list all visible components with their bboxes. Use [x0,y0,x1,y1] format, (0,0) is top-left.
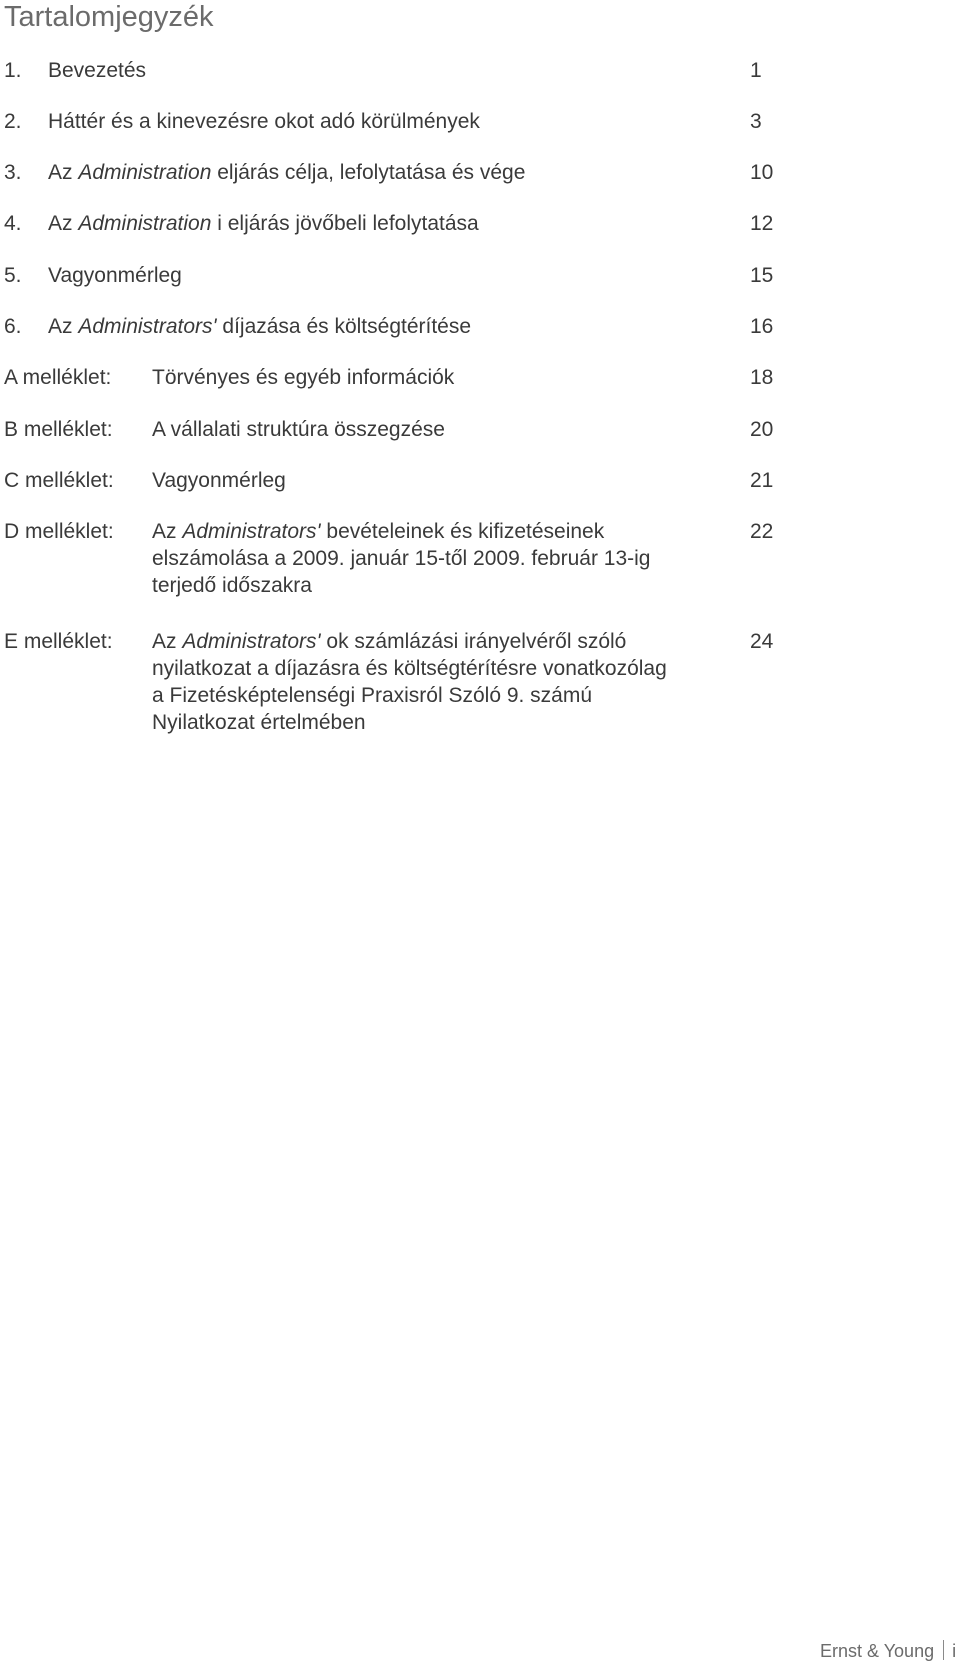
annex-page: 21 [750,469,774,492]
annex-page: 24 [750,630,774,653]
annex-title: A vállalati struktúra összegzése [152,418,445,441]
toc-entry-title: Bevezetés [48,59,147,82]
annex-title: Törvényes és egyéb információk [152,366,455,389]
toc-entry-number: 2. [4,110,22,133]
toc-entry-page: 1 [750,59,762,82]
toc-entry-page: 16 [750,315,774,338]
annex-title: Az Administrators' bevételeinek és kifizetéseinek elszámolása a 2009. január 15-től 2009. február 13-ig terjedő időszakra [152,520,651,597]
annex-title: Az Administrators' ok számlázási irányelvéről szóló nyilatkozat a díjazásra és költségtérítésre vonatkozólag a Fizetésképtelenségi Praxisról Szóló 9. számú Nyilatkozat értelmében [152,630,667,734]
annex-page: 18 [750,366,774,389]
toc-entry-title: Az Administrators' díjazása és költségtérítése [48,315,472,338]
toc-entry-page: 3 [750,110,762,133]
annex-title: Vagyonmérleg [152,469,286,492]
footer-page-number: i [952,1641,957,1661]
toc-entry-number: 6. [4,315,22,338]
footer-divider [943,1640,944,1660]
page-title: Tartalomjegyzék [4,1,214,33]
toc-entry-title: Az Administration eljárás célja, lefolytatása és vége [48,161,526,184]
toc-entry-page: 12 [750,212,774,235]
annex-page: 20 [750,418,774,441]
toc-entry-page: 15 [750,264,774,287]
footer-company: Ernst & Young [820,1641,935,1661]
toc-entry-number: 1. [4,59,22,82]
annex-label: E melléklet: [4,630,113,653]
annex-label: D melléklet: [4,520,114,543]
annex-label: B melléklet: [4,418,113,441]
toc-entry-title: Az Administration i eljárás jövőbeli lefolytatása [48,212,479,235]
toc-entry-title: Háttér és a kinevezésre okot adó körülmények [48,110,480,133]
toc-entry-title: Vagyonmérleg [48,264,182,287]
annex-page: 22 [750,520,774,543]
toc-entry-number: 4. [4,212,22,235]
annex-label: A melléklet: [4,366,112,389]
annex-label: C melléklet: [4,469,114,492]
toc-entry-number: 3. [4,161,22,184]
page-footer [820,1640,956,1662]
toc-entry-page: 10 [750,161,774,184]
toc-entry-number: 5. [4,264,22,287]
